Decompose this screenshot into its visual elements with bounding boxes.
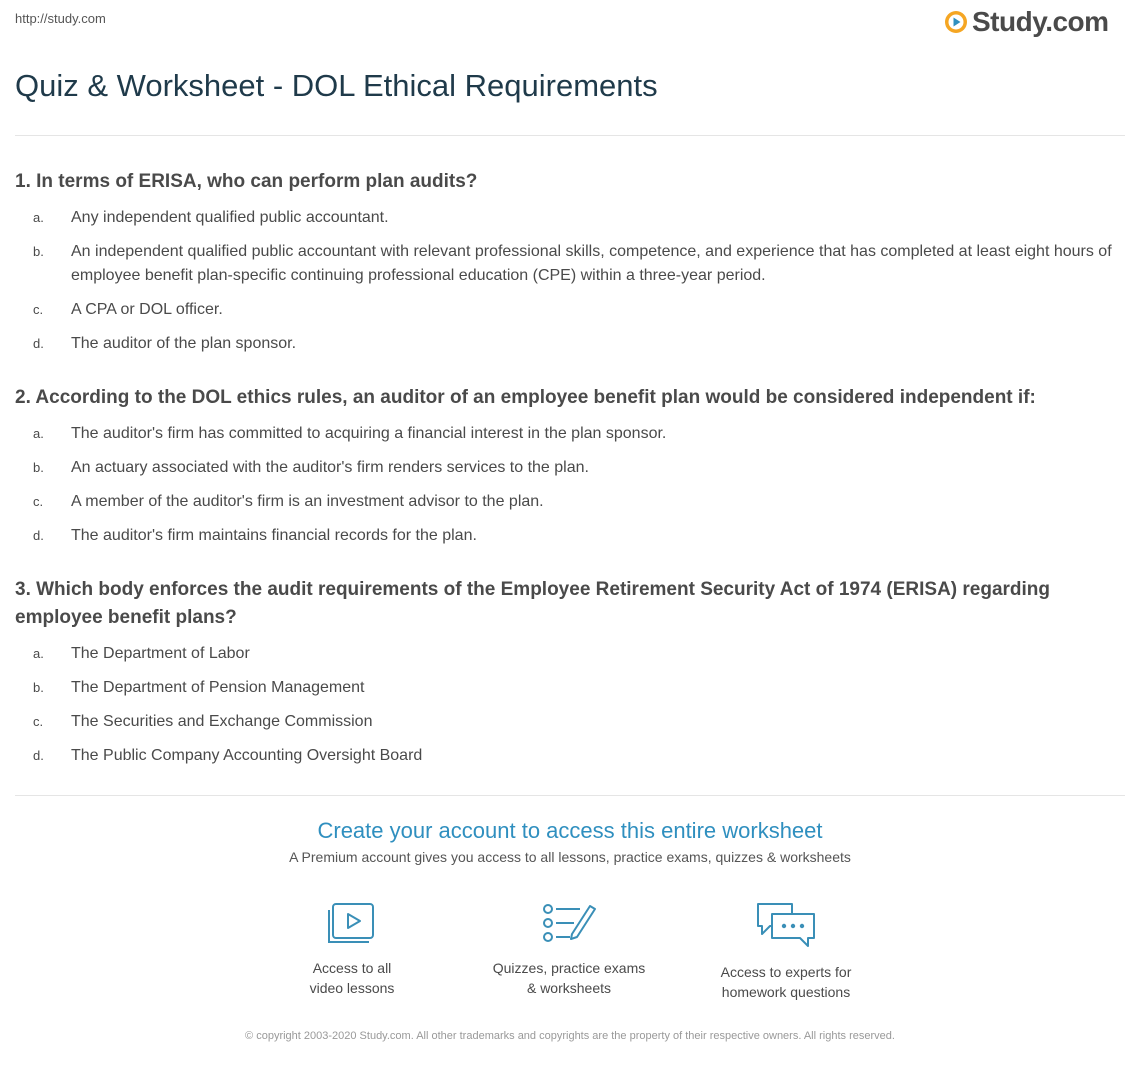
option-text: A CPA or DOL officer.: [71, 301, 223, 318]
quiz-checklist-icon: [540, 900, 598, 946]
video-lesson-icon: [325, 900, 379, 946]
feature-label: [252, 958, 452, 998]
feature-quizzes: [469, 900, 669, 998]
feature-video-lessons: [252, 900, 452, 998]
answer-options: [15, 206, 1125, 356]
site-url[interactable]: http://study.com: [15, 11, 106, 26]
option-letter: b.: [33, 460, 44, 475]
answer-options: [15, 642, 1125, 768]
feature-label-line: Access to experts for: [720, 964, 852, 980]
option-letter: a.: [33, 426, 44, 441]
feature-label-line: homework questions: [721, 984, 851, 1000]
question-2: [15, 384, 1125, 558]
feature-label-line: Quizzes, practice exams: [492, 960, 646, 976]
question-text: 3. Which body enforces the audit requirements of the Employee Retirement Security Act of 1974 (ERISA) regarding employee benefit plans?: [15, 579, 1051, 628]
question-text: 2. According to the DOL ethics rules, an auditor of an employee benefit plan would be considered independent if:: [15, 387, 1036, 408]
option-letter: b.: [33, 244, 44, 259]
divider: [15, 795, 1125, 796]
option-letter: a.: [33, 646, 44, 661]
option-text: The Department of Pension Management: [71, 679, 365, 696]
option-text: Any independent qualified public accountant.: [71, 209, 389, 226]
answer-option[interactable]: [15, 332, 1125, 356]
feature-label: [686, 962, 886, 1002]
option-text: An independent qualified public accountant with relevant professional skills, competence, and experience that has completed at least eight hours of employee benefit plan-specific continuing professional education (CPE) within a three-year period.: [71, 243, 1112, 284]
answer-option[interactable]: [15, 744, 1125, 768]
feature-label-line: & worksheets: [526, 980, 612, 996]
feature-label-line: Access to all: [312, 960, 392, 976]
option-letter: c.: [33, 494, 44, 509]
question-text: 1. In terms of ERISA, who can perform plan audits?: [15, 171, 478, 192]
answer-option[interactable]: [15, 676, 1125, 700]
answer-options: [15, 422, 1125, 548]
divider: [15, 135, 1125, 136]
feature-label-line: video lessons: [309, 980, 395, 996]
create-account-link[interactable]: Create your account to access this entire worksheet: [317, 818, 823, 843]
answer-option[interactable]: [15, 240, 1125, 288]
option-letter: b.: [33, 680, 44, 695]
option-letter: d.: [33, 528, 44, 543]
feature-label: [469, 958, 669, 998]
option-text: The Securities and Exchange Commission: [71, 713, 373, 730]
answer-option[interactable]: [15, 490, 1125, 514]
answer-option[interactable]: [15, 298, 1125, 322]
play-logo-icon: [944, 10, 968, 34]
study-logo[interactable]: [944, 6, 1109, 38]
copyright-footer: © copyright 2003-2020 Study.com. All other trademarks and copyrights are the property of their respective owners. All rights reserved.: [245, 1030, 895, 1042]
feature-experts: [686, 900, 886, 1002]
answer-option[interactable]: [15, 524, 1125, 548]
option-letter: c.: [33, 714, 44, 729]
option-text: The auditor of the plan sponsor.: [71, 335, 297, 352]
question-1: [15, 168, 1125, 366]
option-text: A member of the auditor's firm is an investment advisor to the plan.: [71, 493, 544, 510]
page-title: Quiz & Worksheet - DOL Ethical Requirements: [15, 68, 658, 103]
cta-subtitle: A Premium account gives you access to all lessons, practice exams, quizzes & worksheets: [289, 849, 851, 865]
answer-option[interactable]: [15, 456, 1125, 480]
chat-bubbles-icon: [754, 900, 818, 950]
option-text: An actuary associated with the auditor's firm renders services to the plan.: [71, 459, 589, 476]
option-letter: d.: [33, 336, 44, 351]
logo-text: Study.com: [972, 6, 1109, 37]
option-letter: c.: [33, 302, 44, 317]
question-3: [15, 576, 1125, 778]
option-letter: a.: [33, 210, 44, 225]
option-text: The auditor's firm maintains financial records for the plan.: [71, 527, 477, 544]
answer-option[interactable]: [15, 422, 1125, 446]
option-text: The Public Company Accounting Oversight Board: [71, 747, 423, 764]
option-text: The auditor's firm has committed to acquiring a financial interest in the plan sponsor.: [71, 425, 667, 442]
option-letter: d.: [33, 748, 44, 763]
option-text: The Department of Labor: [71, 645, 250, 662]
answer-option[interactable]: [15, 642, 1125, 666]
answer-option[interactable]: [15, 710, 1125, 734]
answer-option[interactable]: [15, 206, 1125, 230]
